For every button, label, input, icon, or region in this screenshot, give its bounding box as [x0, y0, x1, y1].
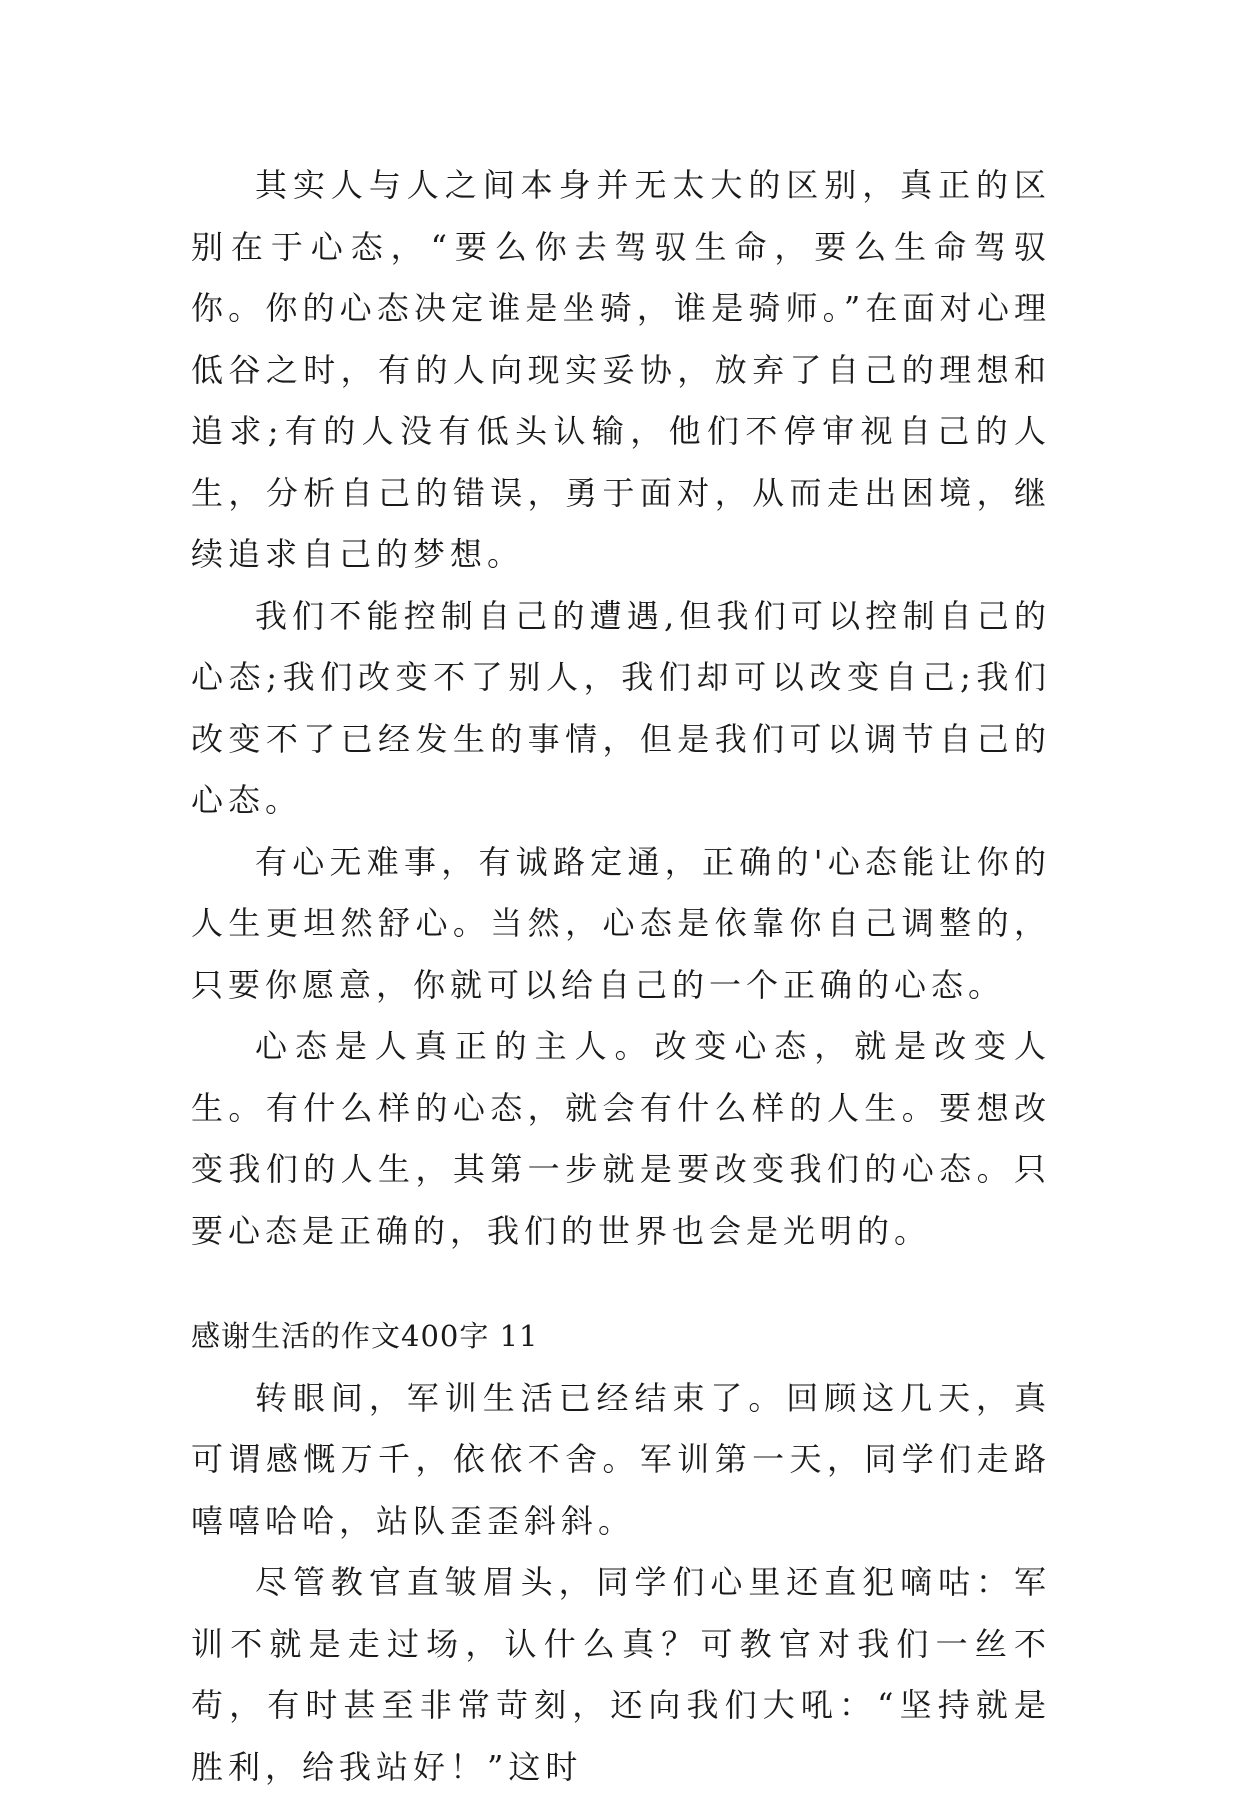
paragraph: 转眼间，军训生活已经结束了。回顾这几天，真可谓感慨万千，依依不舍。军训第一天，同学们走路嘻嘻哈哈，站队歪歪斜斜。: [191, 1378, 1051, 1540]
section-gap: [191, 1262, 1051, 1306]
paragraph: 我们不能控制自己的遭遇,但我们可以控制自己的心态;我们改变不了别人，我们却可以改变自己;我们改变不了已经发生的事情，但是我们可以调节自己的心态。: [191, 596, 1051, 819]
section-heading: 感谢生活的作文400字 11: [191, 1319, 539, 1353]
paragraph: 尽管教官直皱眉头，同学们心里还直犯嘀咕：军训不就是走过场，认什么真？可教官对我们一丝不苟，有时甚至非常苛刻，还向我们大吼：“坚持就是胜利，给我站好！”这时: [191, 1563, 1051, 1786]
paragraph: 有心无难事，有诚路定通，正确的'心态能让你的人生更坦然舒心。当然，心态是依靠你自己调整的，只要你愿意，你就可以给自己的一个正确的心态。: [191, 842, 1051, 1004]
paragraph: 心态是人真正的主人。改变心态，就是改变人生。有什么样的心态，就会有什么样的人生。要想改变我们的人生，其第一步就是要改变我们的心态。只要心态是正确的，我们的世界也会是光明的。: [191, 1027, 1051, 1250]
document-body: [191, 155, 1051, 1798]
paragraph: 其实人与人之间本身并无太大的区别，真正的区别在于心态，“要么你去驾驭生命，要么生命驾驭你。你的心态决定谁是坐骑，谁是骑师。”在面对心理低谷之时，有的人向现实妥协，放弃了自己的理想和追求;有的人没有低头认输，他们不停审视自己的人生，分析自己的错误，勇于面对，从而走出困境，继续追求自己的梦想。: [191, 166, 1051, 573]
